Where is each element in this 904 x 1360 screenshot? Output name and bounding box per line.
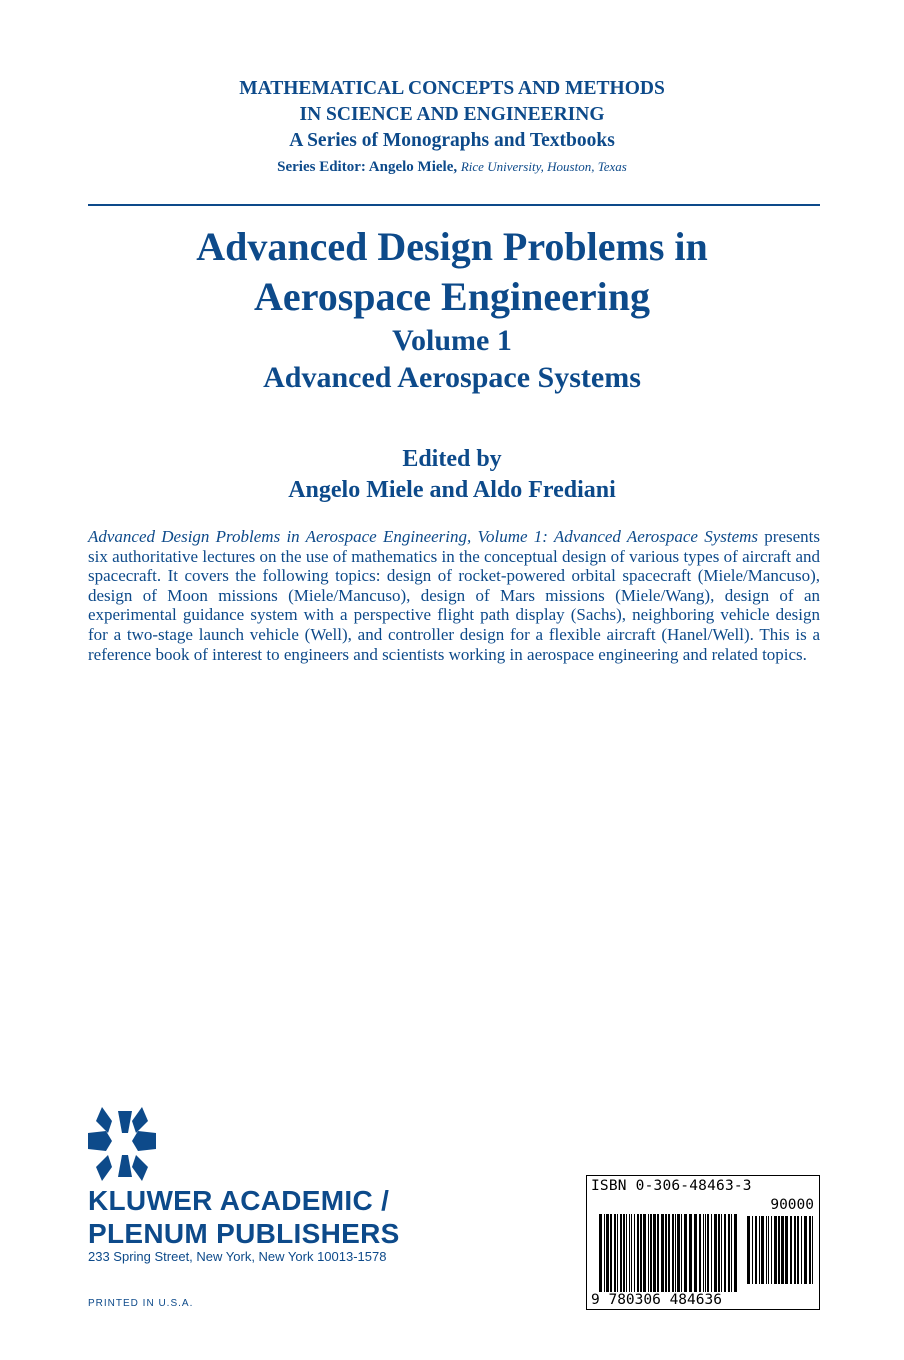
barcode-bar	[790, 1216, 792, 1284]
series-heading	[0, 76, 904, 180]
barcode-bar	[707, 1214, 709, 1292]
barcode-bar	[653, 1214, 656, 1292]
barcode-bar	[689, 1214, 692, 1292]
barcode-bar	[599, 1214, 602, 1292]
barcode-bar	[677, 1214, 680, 1292]
barcode-bar	[768, 1216, 769, 1284]
book-volume-block	[0, 322, 904, 396]
barcode-bar	[774, 1216, 777, 1284]
barcode-bar	[794, 1216, 796, 1284]
barcode-bar	[705, 1214, 706, 1292]
series-title-line1: MATHEMATICAL CONCEPTS AND METHODS	[239, 78, 665, 99]
barcode-bar	[766, 1216, 767, 1284]
barcode-bar	[761, 1216, 764, 1284]
editor-names: Angelo Miele and Aldo Frediani	[288, 477, 616, 503]
barcode-bar	[640, 1214, 642, 1292]
edited-by-label: Edited by	[402, 446, 502, 472]
barcode-bar	[637, 1214, 639, 1292]
ean-barcode-icon	[599, 1214, 737, 1292]
publisher-name	[88, 1184, 400, 1250]
barcode-bar	[801, 1216, 802, 1284]
publisher-logo-icon	[88, 1107, 156, 1186]
barcode-bar	[623, 1214, 625, 1292]
price-barcode-icon	[747, 1216, 813, 1284]
description-text: presents six authoritative lectures on the use of mathematics in the conceptual design of various types of aircraft and spacecraft. It covers the following topics: design of rocket-powered orbital spacecraft (Miele/Mancuso), design of Moon missions (Miele/Mancuso), design of Mars missions (Miele/Wang), design of an experimental guidance system with a perspective flight path display (Sachs), neighboring vehicle design for a two-stage launch vehicle (Well), and controller design for a flexible aircraft (Hanel/Well). This is a reference book of interest to engineers and scientists working in aerospace engineering and related topics.	[88, 527, 820, 664]
barcode-bar	[657, 1214, 659, 1292]
isbn-text: ISBN 0-306-48463-3	[591, 1178, 752, 1194]
barcode-bar	[734, 1214, 737, 1292]
barcode-bar	[714, 1214, 717, 1292]
barcode-bar	[675, 1214, 676, 1292]
publisher-name-line1: KLUWER ACADEMIC /	[88, 1185, 390, 1216]
ean-digits: 9 780306 484636	[591, 1292, 722, 1308]
series-title-line2: IN SCIENCE AND ENGINEERING	[299, 104, 605, 125]
barcode-bar	[721, 1214, 722, 1292]
barcode-bar	[626, 1214, 627, 1292]
publisher-address: 233 Spring Street, New York, New York 10013-1578	[88, 1249, 387, 1264]
barcode-bar	[634, 1214, 635, 1292]
barcode-bar	[643, 1214, 646, 1292]
barcode-bar	[617, 1214, 618, 1292]
barcode-bar	[809, 1216, 811, 1284]
barcode-bar	[747, 1216, 750, 1284]
series-editor	[0, 154, 904, 180]
book-title	[0, 222, 904, 322]
book-description	[88, 527, 820, 664]
book-title-line1: Advanced Design Problems in	[196, 224, 708, 269]
barcode-bar	[606, 1214, 609, 1292]
barcode-bar	[610, 1214, 612, 1292]
barcode-bar	[731, 1214, 732, 1292]
barcode-bar	[681, 1214, 682, 1292]
barcode-bar	[668, 1214, 670, 1292]
barcode-bar	[703, 1214, 704, 1292]
barcode-bar	[797, 1216, 799, 1284]
barcode-bar	[778, 1216, 780, 1284]
barcode-bar	[781, 1216, 784, 1284]
barcode-bar	[672, 1214, 674, 1292]
barcode-bar	[752, 1216, 753, 1284]
barcode-bar	[785, 1216, 788, 1284]
barcode-bar	[661, 1214, 664, 1292]
barcode-bar	[755, 1216, 757, 1284]
series-subtitle: A Series of Monographs and Textbooks	[289, 130, 615, 151]
barcode-bar	[759, 1216, 760, 1284]
barcode-bar	[711, 1214, 712, 1292]
barcode-bar	[694, 1214, 697, 1292]
series-editor-affiliation: Rice University, Houston, Texas	[460, 159, 627, 174]
barcode-bar	[699, 1214, 701, 1292]
publisher-name-line2: PLENUM PUBLISHERS	[88, 1218, 400, 1249]
book-volume: Volume 1	[392, 324, 512, 357]
barcode-bar	[648, 1214, 649, 1292]
editors-block	[0, 444, 904, 506]
barcode-bar	[631, 1214, 632, 1292]
barcode-bar	[614, 1214, 616, 1292]
barcode-bar	[650, 1214, 652, 1292]
barcode-bar	[804, 1216, 807, 1284]
barcode-bar	[771, 1216, 772, 1284]
barcode-bar	[629, 1214, 630, 1292]
barcode-panel	[586, 1175, 820, 1310]
series-editor-label: Series Editor: Angelo Miele,	[277, 159, 458, 175]
description-italic-title: Advanced Design Problems in Aerospace Engineering, Volume 1: Advanced Aerospace Systems	[88, 527, 759, 546]
barcode-bar	[604, 1214, 605, 1292]
barcode-bar	[728, 1214, 730, 1292]
barcode-bar	[812, 1216, 813, 1284]
barcode-bar	[665, 1214, 667, 1292]
book-subtitle: Advanced Aerospace Systems	[263, 361, 641, 394]
barcode-bar	[620, 1214, 622, 1292]
barcode-bar	[684, 1214, 687, 1292]
printed-in-notice: PRINTED IN U.S.A.	[88, 1298, 194, 1309]
barcode-bar	[724, 1214, 726, 1292]
barcode-bar	[718, 1214, 720, 1292]
book-title-line2: Aerospace Engineering	[254, 274, 650, 319]
price-code: 90000	[770, 1197, 814, 1213]
header-divider	[88, 204, 820, 206]
